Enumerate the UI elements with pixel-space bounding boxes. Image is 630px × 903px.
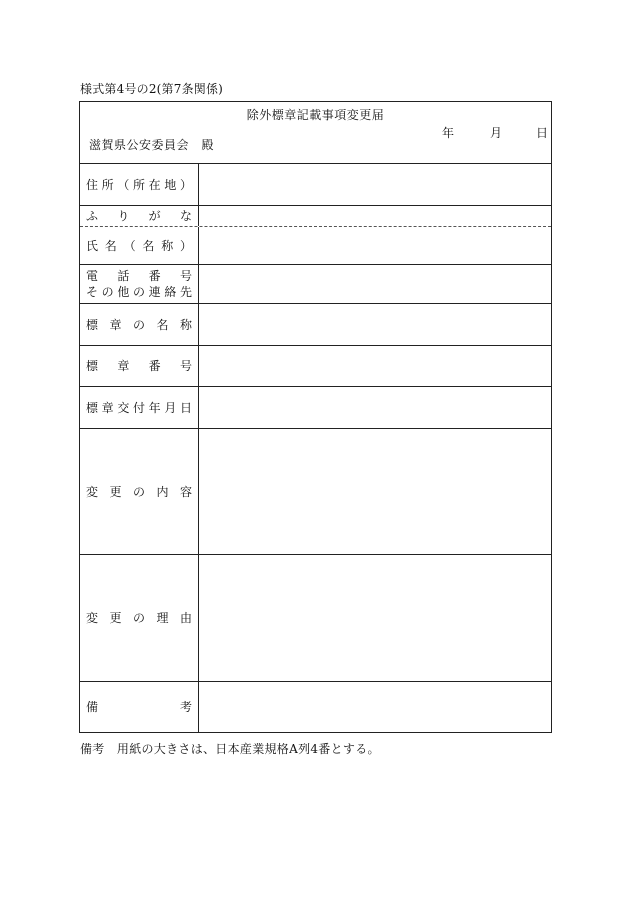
date-day-label: 日 — [536, 126, 549, 140]
remarks-label-cell — [80, 682, 199, 732]
form-number-label: 様式第4号の2(第7条関係) — [80, 82, 224, 96]
sign-number-field[interactable] — [200, 346, 551, 386]
change-content-row — [80, 428, 551, 554]
furigana-row — [80, 205, 551, 226]
sign-number-label-cell — [80, 346, 199, 386]
change-reason-label-cell — [80, 555, 199, 681]
form-title: 除外標章記載事項変更届 — [246, 108, 385, 122]
sign-name-field[interactable] — [200, 304, 551, 345]
sign-name-label-cell — [80, 304, 199, 345]
sign-name-label: 標章の名称 — [86, 317, 192, 332]
issue-date-field[interactable] — [200, 387, 551, 428]
name-label: 氏名（名称） — [86, 238, 192, 253]
name-row — [80, 226, 551, 264]
name-label-cell — [80, 227, 199, 264]
recipient-label: 滋賀県公安委員会 殿 — [89, 138, 215, 152]
remarks-label: 備考 — [86, 700, 192, 714]
issue-date-label-cell — [80, 387, 199, 428]
other-contact-label: その他の連絡先 — [86, 285, 192, 299]
contact-label-cell — [80, 265, 199, 303]
date-year-label: 年 — [442, 126, 455, 140]
change-reason-row — [80, 554, 551, 681]
contact-field[interactable] — [200, 265, 551, 303]
date-month-label: 月 — [490, 126, 503, 140]
phone-number-label: 電話番号 — [86, 269, 192, 283]
change-content-label-cell — [80, 429, 199, 554]
paper-size-note: 備考 用紙の大きさは、日本産業規格A列4番とする。 — [80, 742, 380, 756]
change-reason-label: 変更の理由 — [86, 611, 192, 625]
remarks-field[interactable] — [200, 682, 551, 732]
name-field[interactable] — [200, 227, 551, 264]
contact-row — [80, 264, 551, 303]
furigana-label: ふりがな — [86, 209, 192, 223]
sign-name-row — [80, 303, 551, 345]
furigana-field[interactable] — [200, 206, 551, 226]
change-reason-field[interactable] — [200, 555, 551, 681]
address-label: 住所（所在地） — [86, 177, 192, 192]
address-row — [80, 163, 551, 205]
address-label-cell — [80, 164, 199, 205]
remarks-row — [80, 681, 551, 732]
change-notification-form — [79, 101, 552, 733]
change-content-field[interactable] — [200, 429, 551, 554]
sign-number-row — [80, 345, 551, 386]
issue-date-label: 標章交付年月日 — [86, 400, 192, 415]
address-field[interactable] — [200, 164, 551, 205]
issue-date-row — [80, 386, 551, 428]
sign-number-label: 標章番号 — [86, 359, 192, 373]
furigana-label-cell — [80, 206, 199, 226]
change-content-label: 変更の内容 — [86, 484, 192, 499]
